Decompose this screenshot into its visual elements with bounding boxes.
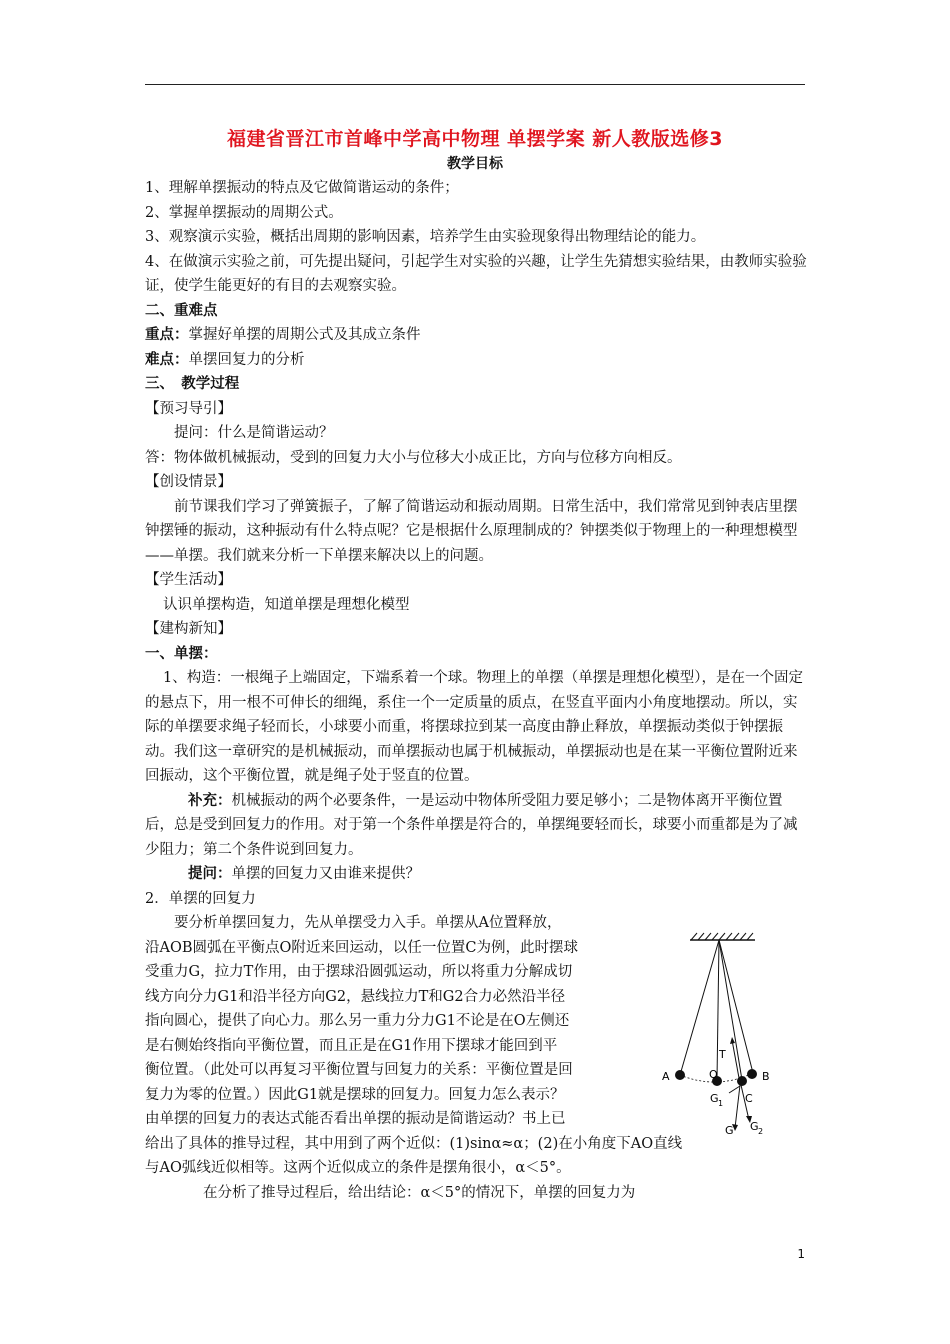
section-heading-process: 三、 教学过程 <box>145 375 240 392</box>
preview-question: 提问：什么是简谐运动？ <box>174 425 334 441</box>
objective-item: 3、观察演示实验，概括出周期的影响因素，培养学生由实验现象得出物理结论的能力。 <box>145 229 706 245</box>
activity-heading: 【学生活动】 <box>145 572 232 588</box>
restoring-line: 受重力G，拉力T作用，由于摆球沿圆弧运动，所以将重力分解成切 <box>145 964 573 980</box>
section-heading-key-points: 二、重难点 <box>145 301 218 319</box>
part1-heading: 一、单摆： <box>145 644 218 662</box>
approximation-line: 给出了具体的推导过程，其中用到了两个近似：(1)sinα≈α；(2)在小角度下AO直线 <box>145 1135 683 1152</box>
objective-item: 1、理解单摆振动的特点及它做简谐运动的条件； <box>145 180 459 196</box>
restoring-line: 复力为零的位置。）因此G1就是摆球的回复力。回复力怎么表示？ <box>145 1086 565 1103</box>
activity-text: 认识单摆构造，知道单摆是理想化模型 <box>163 596 410 613</box>
construct-text: 1、构造：一根绳子上端固定，下端系着一个球。物理上的单摆（单摆是理想化模型），是在一个固定的悬点下，用一根不可伸长的细绳，系住一个一定质量的质点，在竖直平面内小角度地摆动。所以，实际的单摆要求绳子轻而长，小球要小而重，将摆球拉到某一高度由静止释放，单摆振动类似于钟摆振动。我们这一章研究的是机械振动，而单摆振动也属于机械振动，单摆振动也是在某一平衡位置附近来回振动，这个平衡位置，就是绳子处于竖直的位置。 <box>145 670 803 784</box>
restoring-line: 沿AOB圆弧在平衡点O附近来回运动，以任一位置C为例，此时摆球 <box>145 939 578 956</box>
section-heading-objectives: 教学目标 <box>447 156 503 172</box>
tension-arrow <box>732 1040 739 1078</box>
pendulum-diagram <box>655 930 785 1166</box>
restoring-line: 由单摆的回复力的表达式能否看出单摆的振动是简谐运动？书上已 <box>145 1111 566 1127</box>
label-t: T <box>719 1048 726 1061</box>
document-title: 福建省晋江市首峰中学高中物理 单摆学案 新人教版选修3 <box>227 128 723 150</box>
question-paragraph <box>145 862 807 887</box>
string-a <box>680 940 719 1075</box>
header-rule <box>145 84 805 85</box>
objective-item: 2、掌握单摆振动的周期公式。 <box>145 204 343 221</box>
label-o: O <box>709 1068 718 1081</box>
preview-answer: 答：物体做机械振动，受到的回复力大小与位移大小成正比，方向与位移方向相反。 <box>145 449 682 466</box>
label-g: G <box>725 1124 734 1137</box>
bob-c <box>737 1076 747 1086</box>
difficult-point-text: 单摆回复力的分析 <box>188 351 305 368</box>
label-g2: G <box>750 1120 759 1133</box>
label-c: C <box>745 1092 753 1105</box>
restoring-line: 指向圆心，提供了向心力。那么另一重力分力G1不论是在O左侧还 <box>145 1013 570 1029</box>
part2-heading: 2．单摆的回复力 <box>145 890 256 907</box>
supplement-label: 补充： <box>188 791 232 809</box>
scenario-heading: 【创设情景】 <box>145 474 232 490</box>
restoring-line: 要分析单摆回复力，先从单摆受力入手。单摆从A位置释放， <box>174 915 562 931</box>
bob-a <box>675 1070 685 1080</box>
scenario-text: 前节课我们学习了弹簧振子，了解了简谐运动和振动周期。日常生活中，我们常常见到钟表店里摆钟摆锤的振动，这种振动有什么特点呢？它是根据什么原理制成的？钟摆类似于物理上的一种理想模型——单摆。我们就来分析一下单摆来解决以上的问题。 <box>145 498 798 564</box>
tension-arrowhead <box>730 1037 735 1044</box>
label-g2-subscript: 2 <box>758 1127 764 1136</box>
page-number: 1 <box>797 1247 805 1261</box>
supplement-text: 机械振动的两个必要条件，一是运动中物体所受阻力要足够小；二是物体离开平衡位置后，总是受到回复力的作用。对于第一个条件单摆是符合的，单摆绳要轻而长，球要小而重都是为了减少阻力；第二个条件说到回复力。 <box>145 792 798 858</box>
question-text: 单摆的回复力又由谁来提供？ <box>231 866 420 882</box>
label-g1-subscript: 1 <box>718 1099 724 1108</box>
label-b: B <box>762 1070 770 1083</box>
question-label: 提问： <box>188 865 232 882</box>
key-point-label: 重点： <box>145 326 189 343</box>
approximation-line: 与AO弧线近似相等。这两个近似成立的条件是摆角很小，α＜5°。 <box>145 1160 571 1176</box>
ceiling-hatching <box>691 933 753 940</box>
bob-b <box>747 1069 757 1079</box>
restoring-line: 是右侧始终指向平衡位置，而且正是在G1作用下摆球才能回到平 <box>145 1037 558 1054</box>
build-heading: 【建构新知】 <box>145 621 232 637</box>
supplement-paragraph <box>145 789 807 863</box>
gravity-arrow <box>735 1085 740 1128</box>
g1-arrow <box>729 1086 740 1093</box>
objective-item: 4、在做演示实验之前，可先提出疑问，引起学生对实验的兴趣，让学生先猜想实验结果，由教师实验验证，使学生能更好的有目的去观察实验。 <box>145 253 807 294</box>
restoring-line: 线方向分力G1和沿半径方向G2，悬线拉力T和G2合力必然沿半径 <box>145 988 566 1005</box>
label-g1: G <box>710 1092 719 1105</box>
conclusion-line: 在分析了推导过程后，给出结论：α＜5°的情况下，单摆的回复力为 <box>203 1184 636 1201</box>
key-point <box>145 323 807 348</box>
difficult-point-label: 难点： <box>145 350 189 368</box>
key-point-text: 掌握好单摆的周期公式及其成立条件 <box>188 327 421 343</box>
difficult-point <box>145 348 807 373</box>
restoring-force-text <box>145 911 635 1132</box>
preview-heading: 【预习导引】 <box>145 400 232 417</box>
label-a: A <box>662 1070 670 1083</box>
restoring-line: 衡位置。（此处可以再复习平衡位置与回复力的关系：平衡位置是回 <box>145 1062 573 1078</box>
